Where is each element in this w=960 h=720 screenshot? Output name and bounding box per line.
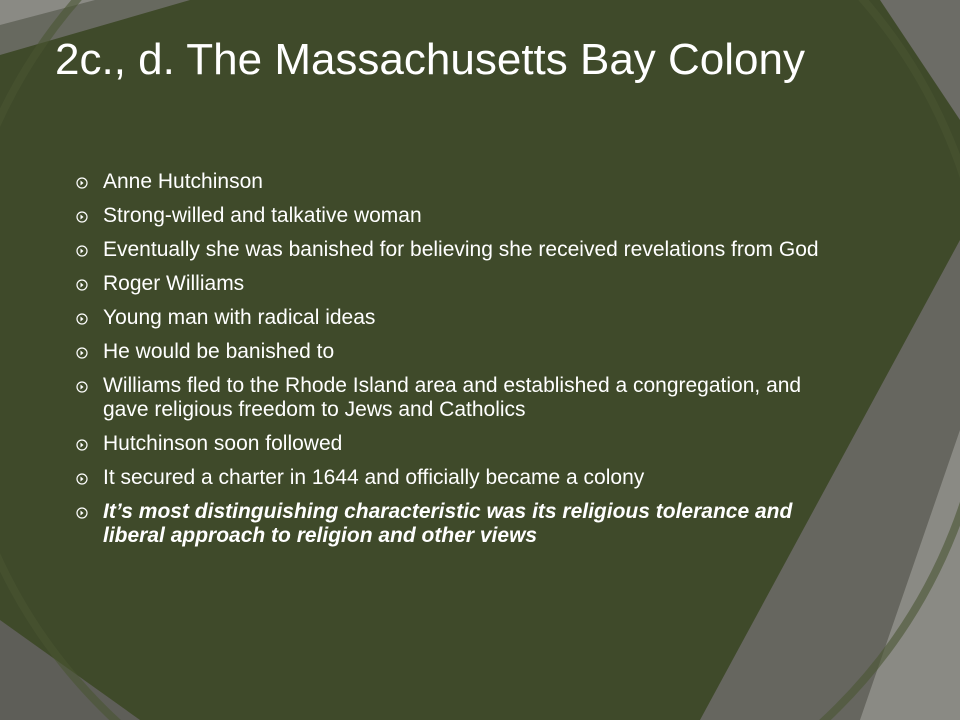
list-item [76,204,836,228]
circle-arrow-bullet-icon [76,473,88,485]
circle-arrow-bullet-icon [76,279,88,291]
list-item [76,374,836,422]
circle-arrow-bullet-icon [76,313,88,325]
circle-arrow-bullet-icon [76,439,88,451]
circle-arrow-bullet-icon [76,347,88,359]
list-item [76,170,836,194]
bullet-text: It’s most distinguishing characteristic was its religious tolerance and liberal approach to religion and other views [103,500,793,547]
slide-title: 2c., d. The Massachusetts Bay Colony [55,35,805,84]
circle-arrow-bullet-icon [76,245,88,257]
bullet-text: Roger Williams [103,272,245,295]
bullet-list [76,170,836,558]
bullet-text: He would be banished to [103,340,335,363]
bullet-text: Strong-willed and talkative woman [103,204,422,227]
list-item [76,306,836,330]
bullet-text: Williams fled to the Rhode Island area and established a congregation, and gave religious freedom to Jews and Catholics [103,374,802,421]
list-item [76,466,836,490]
list-item [76,340,836,364]
list-item [76,500,836,548]
list-item [76,432,836,456]
list-item [76,238,836,262]
bullet-text: Hutchinson soon followed [103,432,343,455]
bullet-text: Young man with radical ideas [103,306,376,329]
circle-arrow-bullet-icon [76,211,88,223]
list-item [76,272,836,296]
bullet-text: Anne Hutchinson [103,170,263,193]
bullet-text: It secured a charter in 1644 and officially became a colony [103,466,645,489]
circle-arrow-bullet-icon [76,381,88,393]
circle-arrow-bullet-icon [76,177,88,189]
circle-arrow-bullet-icon [76,507,88,519]
bullet-text: Eventually she was banished for believing she received revelations from God [103,238,819,261]
